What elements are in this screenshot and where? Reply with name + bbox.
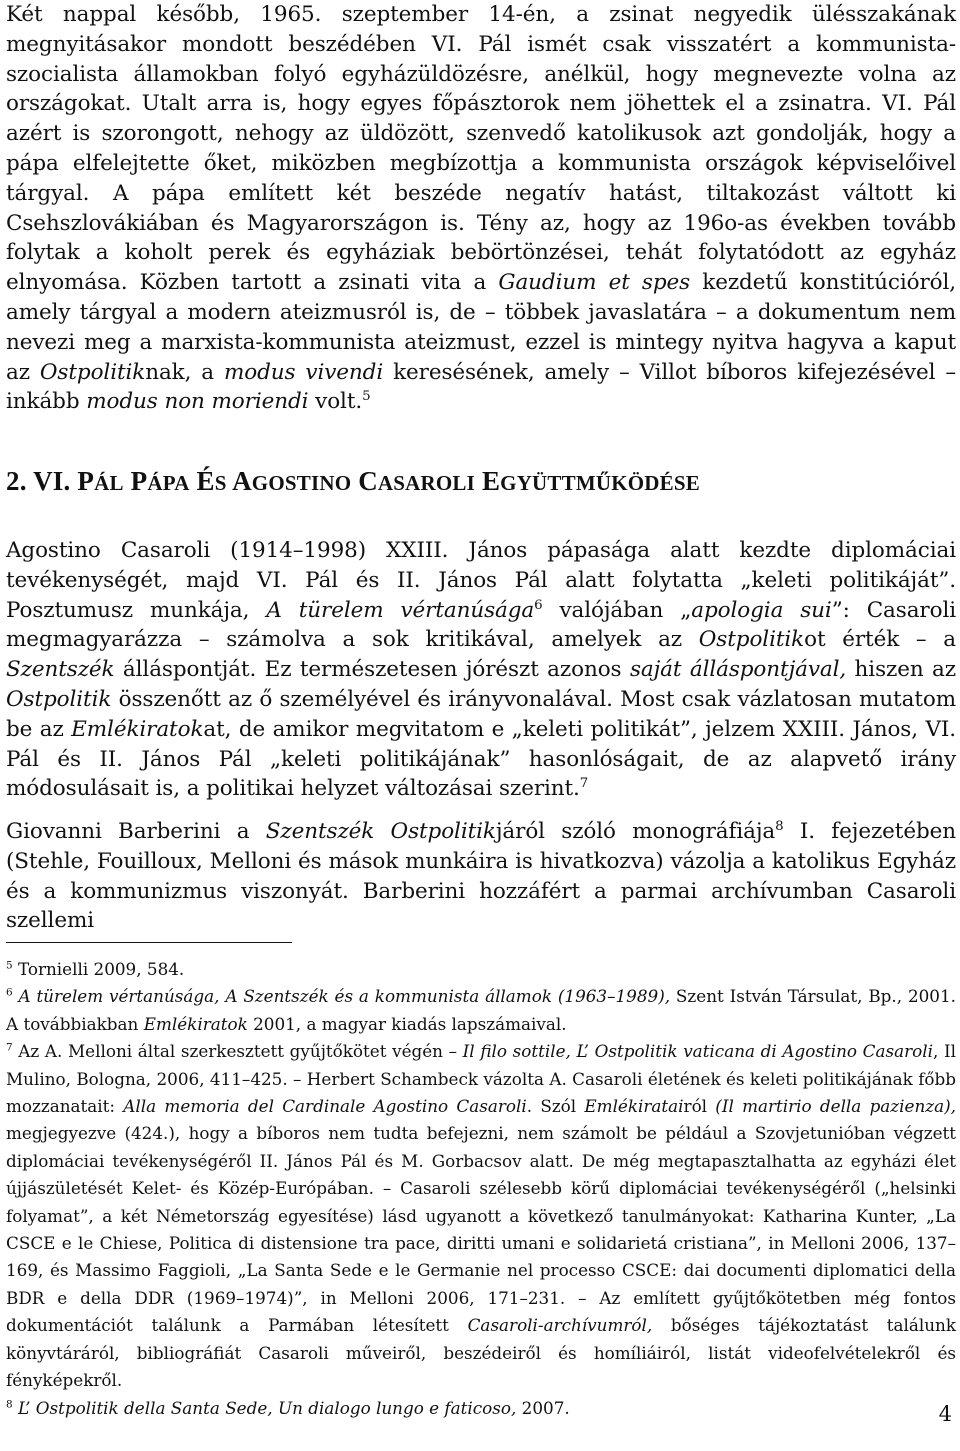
- heading-word-cap: E: [481, 466, 501, 496]
- heading-word-cap: P: [77, 466, 95, 496]
- text-run: Agostino Casaroli (1914–1998) XXIII. János pápasága alatt kezdte diplomáciai tevékenységét, majd VI. Pál és II. János Pál alatt folytatta „keleti politikáját”. Posztumusz munkája,: [6, 538, 956, 623]
- page-number: 4: [938, 1402, 952, 1426]
- footnote-separator: [6, 942, 292, 943]
- footnote-6: [6, 983, 956, 1038]
- text-run: ot érték – a: [804, 627, 956, 653]
- text-run: Két nappal később, 1965. szeptember 14-én, a zsinat negyedik ülésszakának megnyitásakor mondott beszédében VI. Pál ismét csak visszatért a kommunista-szocialista államokban folyó egyházüldözésre, anélkül, hogy megnevezte volna az országokat. Utalt arra is, hogy egyes főpásztorok nem jöhettek el a zsinatra. VI. Pál azért is szorongott, nehogy az üldözött, szenvedő katolikusok azt gondolják, hogy a pápa elfelejtette őket, miközben megbízottja a kommunista országok képviselőivel tárgyal. A pápa említett két beszéde negatív hatást, tiltakozást váltott ki Csehszlovákiában és Magyarországon is. Tény az, hogy az 196o-as években tovább folytak a koholt perek és egyháziak bebörtönzései, tehát folytatódott az egyház elnyomása. Közben tartott a zsinati vita a: [6, 2, 956, 296]
- heading-word-cap: P: [130, 466, 148, 496]
- text-run: valójában „: [542, 597, 692, 623]
- text-run: at, de amikor megvitatom e „keleti politikát”, jelzem XXIII. János, VI. Pál és II. János Pál „keleti politikájának” hasonlóságait, de az alapvető irány módosulásait is, a politikai helyzet változásai szerint.: [6, 716, 956, 802]
- heading-word-cap: C: [358, 466, 378, 496]
- text-run: volt.: [308, 389, 363, 415]
- italic-run: Alla memoria del Cardinale Agostino Casaroli: [123, 1096, 527, 1117]
- text-run: összenőtt az ő személyével és irányvonalával. Most csak vázlatosan mutatom be az: [6, 686, 956, 742]
- text-run: Az A. Melloni által szerkesztett gyűjtőkötet végén –: [12, 1041, 463, 1062]
- heading-number: 2. VI.: [6, 466, 78, 496]
- text-run: kezdetű konstitúcióról, amely tárgyal a modern ateizmusról is, de – többek javaslatára – a dokumentum nem nevezi meg a marxista-kommunista ateizmust, ezzel is mintegy nyitva hagyva a kaput az: [6, 270, 956, 385]
- footnote-ref-7[interactable]: 7: [579, 776, 589, 792]
- text-run: 2007.: [516, 1397, 570, 1418]
- body-paragraph-2: [6, 536, 956, 804]
- italic-run: Szentszék Ostpolitik: [265, 819, 496, 844]
- heading-word-rest: GOSTINO: [251, 471, 352, 495]
- section-heading: [6, 466, 956, 497]
- footnote-number: 7: [6, 1041, 13, 1054]
- text-run: ”: Casaroli megmagyarázza – számolva a sok kritikával, amelyek az: [6, 597, 956, 653]
- heading-word-rest: S: [214, 471, 227, 495]
- italic-run: modus vivendi: [224, 359, 384, 385]
- text-run: ról: [683, 1096, 716, 1117]
- italic-run: L’ Ostpolitik della Santa Sede, Un dialogo lungo e faticoso,: [12, 1397, 517, 1418]
- footnote-number: 8: [6, 1397, 13, 1410]
- footnote-ref-5[interactable]: 5: [362, 389, 371, 405]
- italic-run: Emlékiratok: [71, 716, 204, 742]
- italic-run: A türelem vértanúsága: [266, 597, 535, 623]
- body-paragraph-3: [6, 817, 956, 936]
- italic-run: Emlékiratok: [143, 1013, 248, 1034]
- footnote-number: 5: [6, 959, 13, 972]
- footnotes: [6, 956, 956, 1422]
- footnote-ref-8[interactable]: 8: [775, 818, 784, 834]
- text-run: I. fejezetében (Stehle, Fouilloux, Melloni és mások munkáira is hivatkozva) vázolja a katolikus Egyház és a kommunizmus viszonyát. Barberini hozzáfért a parmai archívumban Casaroli szellemi: [6, 819, 956, 934]
- text-run: álláspontját. Ez természetesen jórészt azonos: [114, 657, 630, 683]
- text-run: , Il Mulino, Bologna, 2006, 411–425. – Herbert Schambeck vázolta A. Casaroli életének és keleti politikájának főbb mozzanatait:: [6, 1041, 956, 1117]
- heading-word-rest: ÁPA: [147, 471, 190, 495]
- text-run: bőséges tájékoztatást találunk könyvtáráról, bibliográfiát Casaroli műveiről, beszédeiről és homíliáiról, listát videofelvételekről és fényképekről.: [6, 1315, 957, 1391]
- italic-run: modus non moriendi: [86, 389, 309, 415]
- footnote-number: 6: [6, 986, 13, 999]
- italic-run: Emlékiratai: [584, 1096, 684, 1117]
- italic-run: Ostpolitik: [39, 359, 146, 385]
- heading-word-rest: ASAROLI: [377, 471, 475, 495]
- body-paragraph-1: [6, 0, 956, 417]
- text-run: járól szóló monográfiája: [495, 819, 776, 844]
- italic-run: (Il martirio della pazienza),: [715, 1096, 956, 1117]
- text-run: megjegyezve (424.), hogy a bíboros nem tudta befejezni, nem számolt be például a Szovjetunióban végzett diplomáciai tevékenységéről II. János Pál és M. Gorbacsov alatt. De még megtapasztalhatta az egyházi élet újjászületését Kelet- és Közép-Európában. – Casaroli szélesebb körű diplomáciai tevékenységéről („helsinki folyamat”, a két Németország egyesítése) lásd ugyanott a következő tanulmányokat: Katharina Kunter, „La CSCE e le Chiese, Politica di distensione tra pace, diritti umani e solidarietá cristiana”, in Melloni 2006, 137–169, és Massimo Faggioli, „La Santa Sede e le Germanie nel processo CSCE: dai documenti diplomatici della BDR e della DDR (1969–1974)”, in Melloni 2006, 171–231. – Az említett gyűjtőkötetben még fontos dokumentációt találunk a Parmában létesített: [6, 1123, 956, 1336]
- text-run: Szent István Társulat, Bp., 2001. A továbbiakban: [6, 986, 956, 1034]
- footnote-5: [6, 956, 956, 983]
- heading-word-rest: ÁL: [94, 471, 124, 495]
- italic-run: A türelem vértanúsága, A Szentszék és a kommunista államok (1963–1989),: [12, 986, 671, 1007]
- italic-run: apologia sui: [691, 597, 832, 623]
- italic-run: Casaroli-archívumról,: [467, 1315, 653, 1336]
- italic-run: Ostpolitik: [6, 686, 112, 712]
- footnote-7: [6, 1038, 956, 1394]
- italic-run: Gaudium et spes: [498, 270, 691, 296]
- text-run: 2001, a magyar kiadás lapszámaival.: [247, 1013, 567, 1034]
- footnote-8: [6, 1395, 956, 1422]
- italic-run: saját álláspontjával,: [629, 657, 847, 683]
- text-run: Tornielli 2009, 584.: [12, 959, 185, 979]
- footnote-ref-6[interactable]: 6: [534, 597, 543, 613]
- heading-word-rest: GYÜTTMŰKÖDÉSE: [500, 471, 700, 495]
- text-run: nak, a: [145, 359, 224, 385]
- italic-run: Il filo sottile, L’ Ostpolitik vaticana di Agostino Casaroli: [462, 1041, 933, 1062]
- text-run: hiszen az: [846, 657, 956, 683]
- text-run: . Szól: [526, 1096, 585, 1117]
- italic-run: Ostpolitik: [698, 627, 805, 653]
- heading-word-cap: É: [196, 466, 215, 496]
- italic-run: Szentszék: [6, 657, 115, 683]
- text-run: keresésének, amely – Villot bíboros kifejezésével – inkább: [6, 359, 956, 415]
- text-run: Giovanni Barberini a: [6, 819, 266, 844]
- heading-word-cap: A: [232, 466, 252, 496]
